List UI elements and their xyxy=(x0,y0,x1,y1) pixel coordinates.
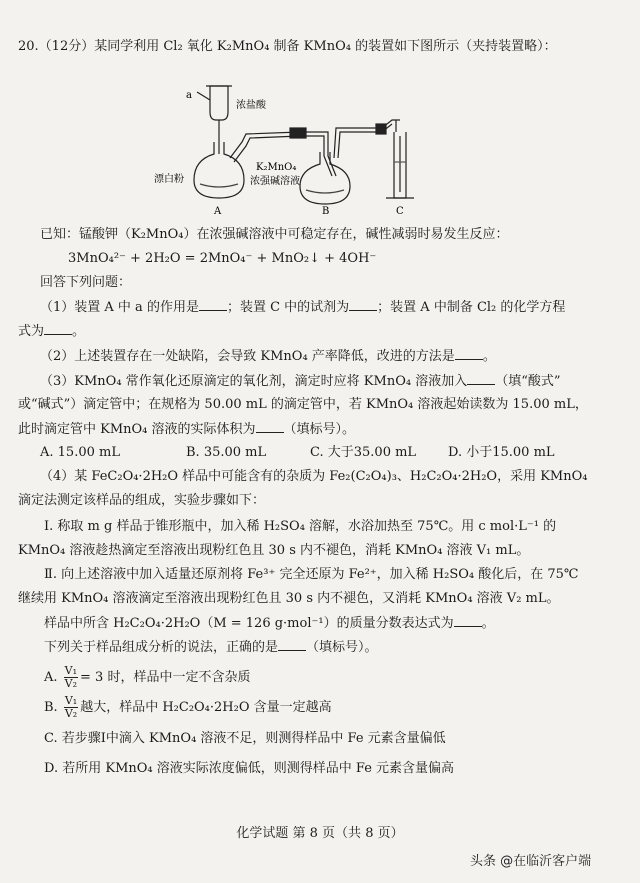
q1-blank-3[interactable] xyxy=(44,322,72,335)
label-k2mno4: K₂MnO₄ xyxy=(256,162,297,173)
q3-option-d[interactable]: D. 小于15.00 mL xyxy=(448,445,555,460)
label-A: A xyxy=(214,206,222,217)
mass-fraction-end: 。 xyxy=(481,616,495,631)
q2-text-2: 。 xyxy=(482,349,496,364)
step2-line1: Ⅱ. 向上述溶液中加入适量还原剂将 Fe³⁺ 完全还原为 Fe²⁺，加入稀 H₂SO₄ 酸化后，在 75℃ xyxy=(44,567,579,582)
q3-blank-1[interactable] xyxy=(467,372,495,385)
analysis-line xyxy=(44,638,378,657)
q4-line1: （4）某 FeC₂O₄·2H₂O 样品中可能含有的杂质为 Fe₂(C₂O₄)₃、H₂C₂O₄·2H₂O，采用 KMnO₄ xyxy=(40,469,588,484)
q1-text-2: ；装置 C 中的试剂为 xyxy=(226,300,350,315)
q1-blank-1[interactable] xyxy=(199,298,227,311)
watermark: 头条 @在临沂客户端 xyxy=(470,854,592,869)
label-B: B xyxy=(322,206,330,217)
fraction-denominator: V₂ xyxy=(64,707,78,720)
q3-line1 xyxy=(40,372,561,391)
mass-fraction-text: 样品中所含 H₂C₂O₄·2H₂O（M = 126 g·mol⁻¹）的质量分数表达式为 xyxy=(44,616,454,631)
fraction-denominator: V₂ xyxy=(64,677,78,690)
question-header: 20.（12分）某同学利用 Cl₂ 氧化 K₂MnO₄ 制备 KMnO₄ 的装置如下图所示（夹持装置略）： xyxy=(18,39,557,54)
analysis-text: 下列关于样品组成分析的说法，正确的是 xyxy=(44,640,279,655)
q4-option-c[interactable]: C. 若步骤Ⅰ中滴入 KMnO₄ 溶液不足，则测得样品中 Fe 元素含量偏低 xyxy=(44,731,446,746)
q2-text-1: （2）上述装置存在一处缺陷，会导致 KMnO₄ 产率降低，改进的方法是 xyxy=(40,349,455,364)
q3-option-b[interactable]: B. 35.00 mL xyxy=(186,445,267,460)
q3-option-c[interactable]: C. 大于35.00 mL xyxy=(310,445,417,460)
q1-line1 xyxy=(40,298,565,317)
q1-line2 xyxy=(18,322,85,341)
fraction-numerator: V₁ xyxy=(64,664,78,677)
label-C: C xyxy=(396,206,404,217)
equation: 3MnO₄²⁻ + 2H₂O = 2MnO₄⁻ + MnO₂↓ + 4OH⁻ xyxy=(68,251,377,266)
q4-option-a[interactable] xyxy=(44,664,250,692)
step1-line1: Ⅰ. 称取 m g 样品于锥形瓶中，加入稀 H₂SO₄ 溶解，水浴加热至 75℃。用 c mol·L⁻¹ 的 xyxy=(44,519,557,534)
q3-line2: 或“碱式”）滴定管中；在规格为 50.00 mL 的滴定管中，若 KMnO₄ 溶液起始读数为 15.00 mL， xyxy=(18,397,588,412)
q1-text-5: 。 xyxy=(72,324,86,339)
q2-blank[interactable] xyxy=(455,347,483,360)
option-b-prefix: B. xyxy=(44,700,58,715)
fraction-v1-v2 xyxy=(64,665,78,690)
q3-text-1: （3）KMnO₄ 常作氧化还原滴定的氧化剂，滴定时应将 KMnO₄ 溶液加入 xyxy=(40,374,468,389)
q3-text-4: （填标号）。 xyxy=(283,422,356,437)
q2-line xyxy=(40,347,496,366)
mass-fraction-blank[interactable] xyxy=(454,614,482,627)
q1-blank-2[interactable] xyxy=(349,298,377,311)
fraction-numerator: V₁ xyxy=(64,694,78,707)
label-hcl: 浓盐酸 xyxy=(236,100,266,111)
analysis-end: （填标号）。 xyxy=(306,640,378,655)
q3-text-2: （填“酸式” xyxy=(495,374,561,389)
option-b-text: 越大，样品中 H₂C₂O₄·2H₂O 含量一定越高 xyxy=(80,700,332,715)
label-alkali: 浓强碱溶液 xyxy=(250,176,300,187)
q3-text-3: 此时滴定管中 KMnO₄ 溶液的实际体积为 xyxy=(18,422,256,437)
option-a-prefix: A. xyxy=(44,670,58,685)
apparatus-diagram xyxy=(150,72,450,222)
step1-line2: KMnO₄ 溶液趁热滴定至溶液出现粉红色且 30 s 内不褪色，消耗 KMnO₄ 溶液 V₁ mL。 xyxy=(18,543,530,558)
q4-option-b[interactable] xyxy=(44,694,332,722)
q1-text-1: （1）装置 A 中 a 的作用是 xyxy=(40,300,199,315)
step2-line2: 继续用 KMnO₄ 溶液滴定至溶液出现粉红色且 30 s 内不褪色，又消耗 KMnO₄ 溶液 V₂ mL。 xyxy=(18,591,560,606)
label-bleach: 漂白粉 xyxy=(154,174,184,185)
label-a: a xyxy=(186,90,192,101)
q4-option-d[interactable]: D. 若所用 KMnO₄ 溶液实际浓度偏低，则测得样品中 Fe 元素含量偏高 xyxy=(44,761,455,776)
mass-fraction-line xyxy=(44,614,495,633)
fraction-v1-v2 xyxy=(64,695,78,720)
known-text: 已知：锰酸钾（K₂MnO₄）在浓强碱溶液中可稳定存在，碱性减弱时易发生反应： xyxy=(40,227,509,242)
q4-line2: 滴定法测定该样品的组成，实验步骤如下： xyxy=(18,493,266,508)
q3-line3 xyxy=(18,420,355,439)
q3-blank-2[interactable] xyxy=(256,420,284,433)
q3-option-a[interactable]: A. 15.00 mL xyxy=(40,445,120,460)
q1-text-4: 式为 xyxy=(18,324,45,339)
q1-text-3: ；装置 A 中制备 Cl₂ 的化学方程 xyxy=(377,300,566,315)
analysis-blank[interactable] xyxy=(278,638,306,651)
page-footer: 化学试题 第 8 页（共 8 页） xyxy=(236,826,404,841)
option-a-text: = 3 时，样品中一定不含杂质 xyxy=(80,670,251,685)
answer-intro: 回答下列问题： xyxy=(40,275,132,290)
